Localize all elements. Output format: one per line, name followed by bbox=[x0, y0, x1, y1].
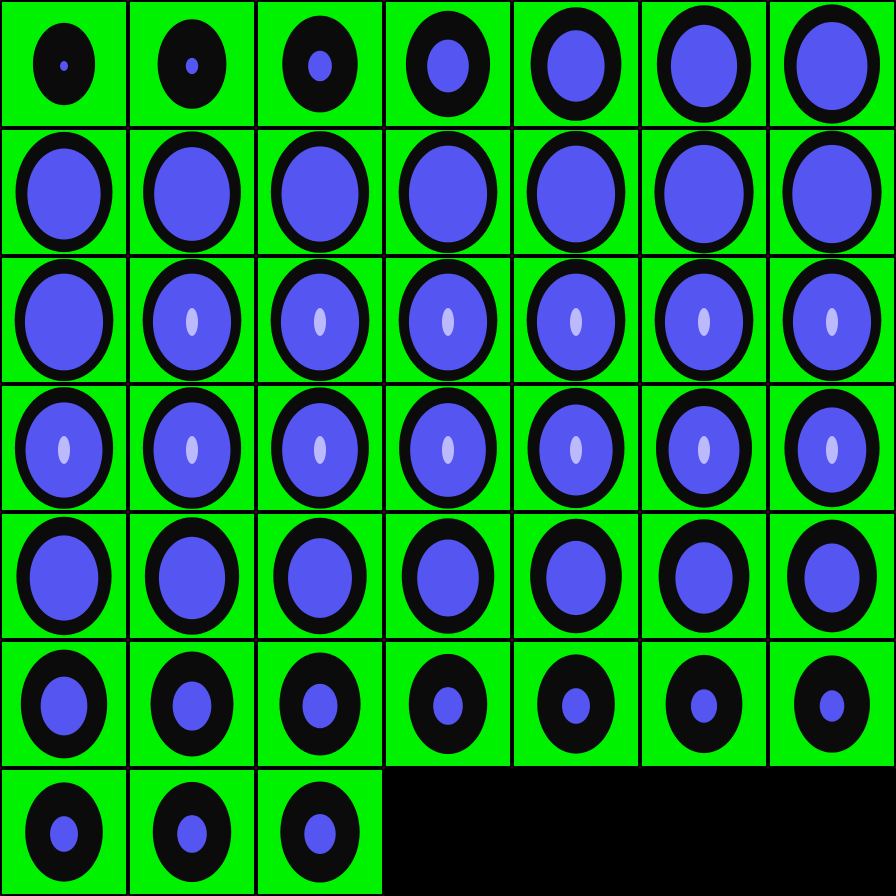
ventricle-highlight bbox=[570, 436, 582, 464]
ventricle-highlight bbox=[826, 436, 838, 464]
ventricle-highlight bbox=[570, 308, 582, 336]
brain-mask bbox=[671, 25, 737, 107]
ventricle-highlight bbox=[442, 308, 454, 336]
brain-mask bbox=[792, 145, 871, 243]
brain-mask bbox=[50, 816, 78, 852]
brain-slice bbox=[130, 130, 254, 254]
brain-mask bbox=[409, 146, 487, 243]
brain-slice bbox=[2, 258, 126, 382]
brain-slice bbox=[770, 386, 894, 510]
brain-mask bbox=[27, 149, 100, 240]
brain-mask bbox=[177, 815, 207, 853]
ventricle-highlight bbox=[314, 436, 326, 464]
brain-slice bbox=[386, 258, 510, 382]
brain-mask bbox=[804, 544, 859, 613]
brain-slice bbox=[2, 2, 126, 126]
brain-slice bbox=[770, 642, 894, 766]
slice-grid bbox=[2, 2, 896, 896]
brain-slice bbox=[258, 2, 382, 126]
ventricle-highlight bbox=[698, 436, 710, 464]
ventricle-highlight bbox=[58, 436, 70, 464]
brain-slice bbox=[514, 130, 638, 254]
brain-mask bbox=[308, 51, 332, 81]
brain-slice bbox=[642, 386, 766, 510]
brain-slice bbox=[130, 258, 254, 382]
brain-mask bbox=[41, 677, 88, 736]
brain-mask bbox=[30, 535, 99, 620]
brain-mask bbox=[691, 689, 717, 723]
brain-slice bbox=[642, 514, 766, 638]
brain-slice bbox=[130, 514, 254, 638]
brain-slice bbox=[258, 642, 382, 766]
brain-slice bbox=[514, 386, 638, 510]
brain-mask bbox=[302, 684, 337, 729]
brain-slice bbox=[258, 130, 382, 254]
brain-mask bbox=[154, 147, 230, 241]
brain-slice bbox=[770, 258, 894, 382]
brain-slice bbox=[642, 642, 766, 766]
ventricle-highlight bbox=[186, 436, 198, 464]
brain-slice bbox=[258, 258, 382, 382]
brain-slice bbox=[2, 514, 126, 638]
brain-mask bbox=[25, 274, 103, 371]
brain-slice bbox=[130, 770, 254, 894]
ventricle-highlight bbox=[698, 308, 710, 336]
brain-slice bbox=[386, 130, 510, 254]
brain-slice bbox=[770, 514, 894, 638]
brain-mask bbox=[433, 687, 463, 725]
brain-mask bbox=[664, 145, 743, 243]
brain-slice bbox=[130, 386, 254, 510]
brain-mask bbox=[417, 540, 479, 617]
brain-slice bbox=[258, 770, 382, 894]
brain-slice bbox=[258, 514, 382, 638]
brain-mask bbox=[546, 541, 605, 615]
brain-mask bbox=[60, 61, 68, 71]
brain-mask bbox=[820, 690, 845, 722]
brain-mask bbox=[562, 688, 590, 724]
brain-mask bbox=[427, 40, 469, 93]
brain-mask bbox=[282, 146, 359, 241]
brain-slice bbox=[386, 2, 510, 126]
empty-grid-region bbox=[383, 769, 896, 896]
brain-mask bbox=[547, 30, 604, 102]
brain-mask bbox=[288, 538, 352, 618]
brain-slice bbox=[642, 130, 766, 254]
brain-slice bbox=[514, 258, 638, 382]
brain-slice bbox=[514, 514, 638, 638]
brain-slice bbox=[386, 386, 510, 510]
brain-slice bbox=[642, 2, 766, 126]
brain-slice bbox=[2, 386, 126, 510]
brain-slice bbox=[2, 770, 126, 894]
brain-mask bbox=[675, 542, 732, 614]
brain-mask bbox=[186, 58, 198, 74]
brain-slice bbox=[514, 642, 638, 766]
ventricle-highlight bbox=[826, 308, 838, 336]
brain-slice bbox=[2, 642, 126, 766]
brain-mask bbox=[173, 681, 212, 730]
brain-slice bbox=[130, 2, 254, 126]
brain-slice bbox=[386, 642, 510, 766]
brain-mask bbox=[304, 814, 335, 854]
brain-slice bbox=[2, 130, 126, 254]
brain-slice bbox=[514, 2, 638, 126]
brain-mask bbox=[159, 537, 225, 619]
brain-slice bbox=[642, 258, 766, 382]
brain-slice bbox=[386, 514, 510, 638]
brain-slice bbox=[770, 130, 894, 254]
ventricle-highlight bbox=[442, 436, 454, 464]
brain-slice bbox=[258, 386, 382, 510]
ventricle-highlight bbox=[314, 308, 326, 336]
brain-slice bbox=[130, 642, 254, 766]
ventricle-highlight bbox=[186, 308, 198, 336]
brain-slice bbox=[770, 2, 894, 126]
brain-mask bbox=[797, 22, 868, 110]
brain-mask bbox=[537, 146, 615, 243]
